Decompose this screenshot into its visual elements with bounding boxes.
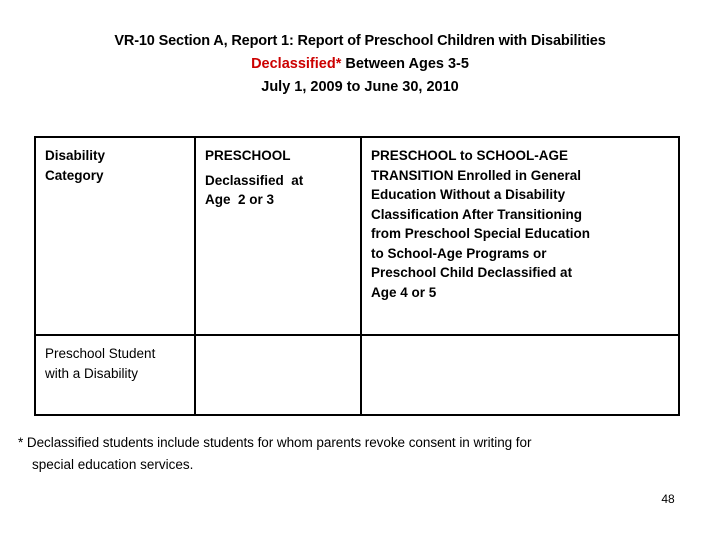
header-col1-line-2: Category [45, 167, 104, 183]
header-col3-line-8: Age 4 or 5 [371, 284, 437, 300]
footnote [18, 432, 718, 476]
row-label-line-1: Preschool Student [45, 346, 156, 361]
header-col2-line-3: Age 2 or 3 [205, 192, 275, 207]
footnote-line-2: special education services. [32, 457, 194, 472]
page-title-line-2-rest: Between Ages 3-5 [341, 56, 469, 72]
table-header-row [35, 137, 679, 335]
page-title-line-3: July 1, 2009 to June 30, 2010 [261, 79, 459, 95]
page-number: 48 [661, 492, 675, 506]
header-col2-line-2: Declassified at [205, 172, 304, 188]
header-col3-line-6: to School-Age Programs or [371, 245, 547, 261]
table-row [35, 335, 679, 415]
page-title-line-2 [0, 53, 720, 76]
header-col3-line-5: from Preschool Special Education [371, 226, 591, 241]
header-col3-line-2: TRANSITION Enrolled in General [371, 167, 582, 183]
row-label-preschool-student-with-a-disability [35, 335, 195, 415]
footnote-line-1: * Declassified students include students for whom parents revoke consent in writing for [18, 435, 532, 450]
page-title-block [0, 30, 720, 99]
header-col3-line-7: Preschool Child Declassified at [371, 265, 573, 280]
header-col3-line-3: Education Without a Disability [371, 187, 566, 202]
table-header-preschool-to-school-age-transition [361, 137, 679, 335]
table-header-preschool-declassified [195, 137, 361, 335]
declassified-highlight: Declassified* [251, 56, 342, 72]
table-header-disability-category [35, 137, 195, 335]
header-col3-line-1: PRESCHOOL to SCHOOL-AGE [371, 148, 569, 163]
page-title-line-1: VR-10 Section A, Report 1: Report of Preschool Children with Disabilities [114, 33, 606, 49]
header-col1-line-1: Disability [45, 148, 106, 163]
report-table [34, 136, 680, 416]
row-value-preschool-declassified[interactable] [195, 335, 361, 415]
row-value-transition[interactable] [361, 335, 679, 415]
row-label-line-2: with a Disability [45, 365, 139, 381]
header-col2-line-1: PRESCHOOL [205, 148, 291, 163]
header-col3-line-4: Classification After Transitioning [371, 206, 583, 222]
